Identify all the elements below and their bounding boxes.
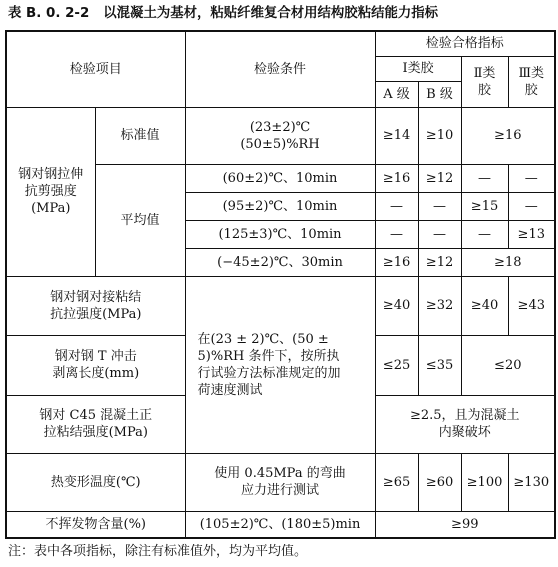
value-cell: ≥14 (375, 107, 418, 164)
table-row (6, 107, 555, 164)
value-cell: — (418, 192, 461, 220)
value-cell: — (375, 220, 418, 248)
standard-value-label: 标准值 (95, 107, 185, 164)
header-class2: Ⅱ类 胶 (461, 56, 508, 107)
condition-cell: (60±2)℃、10min (185, 164, 375, 192)
value-cell: ≥40 (375, 276, 418, 335)
value-cell: ≥40 (461, 276, 508, 335)
value-cell: ≥100 (461, 453, 508, 511)
value-cell: ≥10 (418, 107, 461, 164)
tensile-strength-label: 钢对钢对接粘结 抗拉强度(MPa) (6, 276, 185, 335)
value-cell: — (418, 220, 461, 248)
value-cell: — (375, 192, 418, 220)
table-title (8, 4, 553, 24)
value-cell: ≥15 (461, 192, 508, 220)
header-item: 检验项目 (6, 31, 185, 107)
shear-strength-label: 钢对钢拉伸 抗剪强度 (MPa) (6, 107, 95, 276)
value-cell: ≥2.5，且为混凝土 内聚破坏 (375, 395, 555, 453)
value-cell: ≥43 (508, 276, 555, 335)
table-row (6, 511, 555, 538)
value-cell: — (461, 164, 508, 192)
value-cell: — (508, 164, 555, 192)
condition-cell: (95±2)℃、10min (185, 192, 375, 220)
header-row-1 (6, 31, 555, 56)
heat-deflection-label: 热变形温度(℃) (6, 453, 185, 511)
value-cell: ≥16 (461, 107, 555, 164)
value-cell: ≤25 (375, 335, 418, 395)
average-value-label: 平均值 (95, 164, 185, 276)
condition-cell: (23±2)℃ (50±5)%RH (185, 107, 375, 164)
condition-cell: (125±3)℃、10min (185, 220, 375, 248)
value-cell: ≤20 (461, 335, 555, 395)
value-cell: ≥16 (375, 164, 418, 192)
c45-bond-strength-label: 钢对 C45 混凝土正 拉粘结强度(MPa) (6, 395, 185, 453)
value-cell: ≥99 (375, 511, 555, 538)
value-cell: ≥16 (375, 248, 418, 276)
value-cell: ≤35 (418, 335, 461, 395)
value-cell: ≥130 (508, 453, 555, 511)
header-class1: Ⅰ类胶 (375, 56, 461, 81)
value-cell: ≥12 (418, 164, 461, 192)
value-cell: ≥18 (461, 248, 555, 276)
table-row (6, 453, 555, 511)
condition-cell: (−45±2)℃、30min (185, 248, 375, 276)
shared-condition-cell: 在(23 ± 2)℃、(50 ± 5)%RH 条件下，按所执 行试验方法标准规定的加 荷速度测试 (185, 276, 375, 453)
header-grade-b: B 级 (418, 81, 461, 107)
table-number: 表 B. 0. 2-2 (8, 6, 90, 21)
condition-cell: (105±2)℃、(180±5)min (185, 511, 375, 538)
header-condition: 检验条件 (185, 31, 375, 107)
value-cell: ≥32 (418, 276, 461, 335)
value-cell: ≥13 (508, 220, 555, 248)
adhesive-performance-table (5, 30, 556, 539)
header-grade-a: A 级 (375, 81, 418, 107)
peel-length-label: 钢对钢 T 冲击 剥离长度(mm) (6, 335, 185, 395)
header-qualified: 检验合格指标 (375, 31, 555, 56)
value-cell: ≥65 (375, 453, 418, 511)
value-cell: — (508, 192, 555, 220)
table-title-text: 以混凝土为基材，粘贴纤维复合材用结构胶粘结能力指标 (103, 6, 439, 21)
table-note: 注：表中各项指标，除注有标准值外，均为平均值。 (8, 544, 308, 559)
header-class3: Ⅲ类 胶 (508, 56, 555, 107)
table-row (6, 276, 555, 335)
nonvolatile-content-label: 不挥发物含量(%) (6, 511, 185, 538)
value-cell: ≥12 (418, 248, 461, 276)
condition-cell: 使用 0.45MPa 的弯曲 应力进行测试 (185, 453, 375, 511)
value-cell: ≥60 (418, 453, 461, 511)
value-cell: — (461, 220, 508, 248)
